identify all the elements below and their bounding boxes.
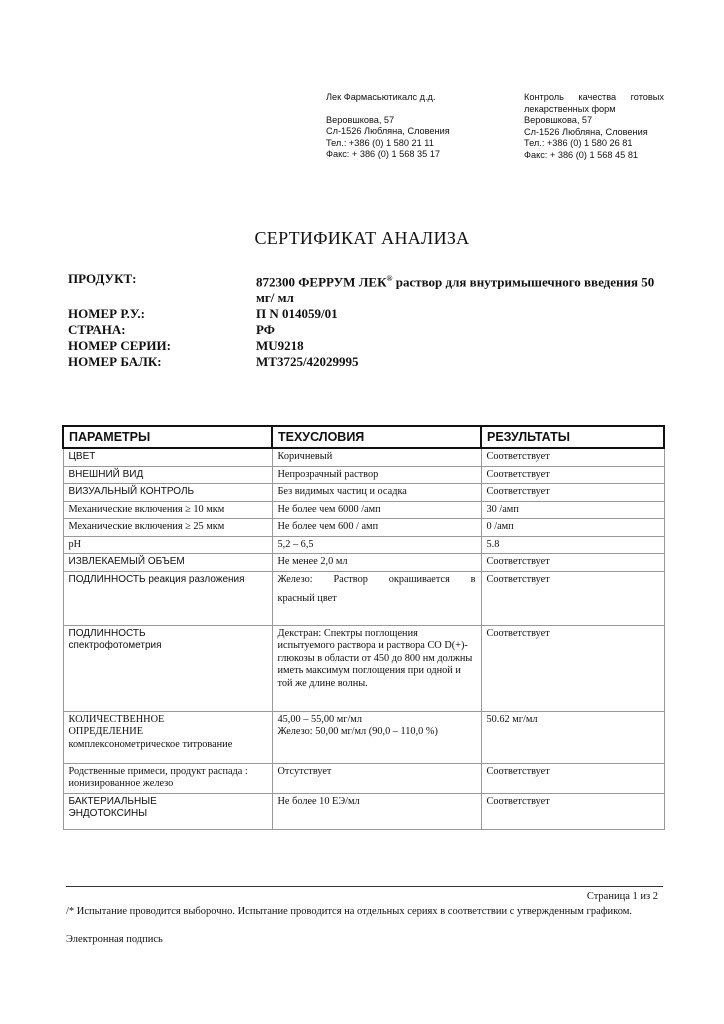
issuer-street: Веровшкова, 57 — [326, 114, 395, 125]
spec-cell: Не более чем 600 / амп — [272, 519, 481, 537]
table-row — [63, 793, 664, 829]
issuer-address — [326, 92, 506, 161]
result-cell: Соответствует — [481, 554, 664, 572]
param-cell: Механические включения ≥ 25 мкм — [63, 519, 272, 537]
table-header-row — [63, 426, 664, 448]
product-row — [68, 271, 668, 306]
result-cell: 0 /амп — [481, 519, 664, 537]
bulk-value: MT3725/42029995 — [256, 354, 359, 370]
qc-fax: Факс: + 386 (0) 1 568 45 81 — [524, 149, 639, 160]
spec-cell: Не менее 2,0 мл — [272, 554, 481, 572]
param-cell — [63, 711, 272, 763]
param-cell: Родственные примеси, продукт распада : ионизированное железо — [63, 763, 272, 793]
result-cell: Соответствует — [481, 793, 664, 829]
product-info — [68, 271, 668, 370]
param-cell — [63, 793, 272, 829]
spec-cell: Непрозрачный раствор — [272, 466, 481, 484]
qc-phone: Тел.: +386 (0) 1 580 26 81 — [524, 138, 633, 148]
country-label: СТРАНА: — [68, 322, 126, 338]
batch-label: НОМЕР СЕРИИ: — [68, 338, 171, 354]
page-number: Страница 1 из 2 — [586, 891, 658, 902]
product-label: ПРОДУКТ: — [68, 271, 137, 286]
country-row — [68, 322, 668, 338]
spec-cell: Не более 10 ЕЭ/мл — [272, 793, 481, 829]
param-title: КОЛИЧЕСТВЕННОЕ ОПРЕДЕЛЕНИЕ — [68, 713, 165, 737]
table-row — [63, 711, 664, 763]
param-method: реакция разложения — [145, 573, 245, 585]
spec-cell: Отсутствует — [272, 763, 481, 793]
spec-cell — [272, 571, 481, 625]
table-row — [63, 571, 664, 625]
table-row — [63, 536, 664, 554]
param-cell: ВИЗУАЛЬНЫЙ КОНТРОЛЬ — [63, 484, 272, 502]
param-cell: ЦВЕТ — [63, 448, 272, 466]
param-cell: Механические включения ≥ 10 мкм — [63, 501, 272, 519]
spec-line: Железо: Раствор окрашивается в — [277, 573, 476, 585]
issuer-name: Лек Фармасьютикалс д.д. — [326, 92, 436, 102]
param-cell: ИЗВЛЕКАЕМЫЙ ОБЪЕМ — [63, 554, 272, 572]
spec-line: Железо: 50,00 мг/мл (90,0 – 110,0 %) — [277, 726, 438, 737]
reg-label: НОМЕР Р.У.: — [68, 306, 145, 322]
issuer-phone: Тел.: +386 (0) 1 580 21 11 — [326, 137, 434, 148]
table-row — [63, 554, 664, 572]
table-row — [63, 448, 664, 466]
qc-dept-line1: Контроль качества готовых — [524, 92, 664, 102]
document-title: СЕРТИФИКАТ АНАЛИЗА — [254, 228, 470, 248]
issuer-fax: Факс: + 386 (0) 1 568 35 17 — [326, 149, 441, 159]
result-cell: Соответствует — [481, 625, 664, 711]
table-row — [63, 519, 664, 537]
bulk-label: НОМЕР БАЛК: — [68, 354, 162, 370]
param-method: комплексонометрическое титрование — [68, 738, 233, 750]
qc-dept-line2: лекарственных форм — [524, 103, 616, 114]
result-cell: 30 /амп — [481, 501, 664, 519]
registered-mark: ® — [386, 274, 393, 283]
param-title: ПОДЛИННОСТЬ — [68, 573, 146, 585]
reg-value: П N 014059/01 — [256, 306, 338, 322]
spec-cell — [272, 711, 481, 763]
result-cell: Соответствует — [481, 466, 664, 484]
spec-cell: Декстран: Спектры поглощения испытуемого раствора и раствора СО D(+)-глюкозы в области от 450 до 800 нм должны иметь максимум поглощения при одной и той же длине волны. — [272, 625, 481, 711]
spec-line: красный цвет — [277, 593, 337, 604]
footnote: /* Испытание проводится выборочно. Испытание проводится на отдельных сериях в соответствии с утвержденным графиком. — [66, 906, 633, 917]
param-cell — [63, 625, 272, 711]
param-cell: pH — [63, 536, 272, 554]
table-row — [63, 763, 664, 793]
batch-row — [68, 338, 668, 354]
param-title: ПОДЛИННОСТЬ — [68, 627, 146, 639]
issuer-city: Сл-1526 Любляна, Словения — [326, 126, 450, 136]
reg-row — [68, 306, 668, 322]
result-cell: Соответствует — [481, 571, 664, 625]
header-params: ПАРАМЕТРЫ — [63, 426, 272, 448]
product-name: 872300 ФЕРРУМ ЛЕК — [256, 274, 387, 290]
qc-address — [524, 92, 664, 161]
bulk-row — [68, 354, 668, 370]
qc-street: Веровшкова, 57 — [524, 115, 593, 125]
spec-cell: 5,2 – 6,5 — [272, 536, 481, 554]
product-form: раствор для внутримышечного введения 50 мг/ мл — [256, 274, 655, 306]
param-title: БАКТЕРИАЛЬНЫЕ ЭНДОТОКСИНЫ — [68, 795, 157, 819]
header-specs: ТЕХУСЛОВИЯ — [272, 426, 481, 448]
table-row — [63, 625, 664, 711]
result-cell: Соответствует — [481, 448, 664, 466]
header-results: РЕЗУЛЬТАТЫ — [481, 426, 664, 448]
result-cell: 50.62 мг/мл — [481, 711, 664, 763]
electronic-signature: Электронная подпись — [66, 934, 163, 945]
batch-value: MU9218 — [256, 338, 304, 354]
analysis-table — [62, 425, 665, 830]
spec-cell: Без видимых частиц и осадка — [272, 484, 481, 502]
result-cell: Соответствует — [481, 763, 664, 793]
param-method: спектрофотометрия — [68, 640, 162, 651]
footer-divider — [66, 886, 663, 887]
table-row — [63, 466, 664, 484]
param-cell: ВНЕШНИЙ ВИД — [63, 466, 272, 484]
spec-cell: Не более чем 6000 /амп — [272, 501, 481, 519]
product-value — [256, 271, 668, 306]
param-cell — [63, 571, 272, 625]
table-row — [63, 484, 664, 502]
spec-cell: Коричневый — [272, 448, 481, 466]
result-cell: 5.8 — [481, 536, 664, 554]
country-value: РФ — [256, 322, 275, 338]
result-cell: Соответствует — [481, 484, 664, 502]
spec-line: 45,00 – 55,00 мг/мл — [277, 713, 362, 725]
qc-city: Сл-1526 Любляна, Словения — [524, 126, 648, 137]
table-row — [63, 501, 664, 519]
